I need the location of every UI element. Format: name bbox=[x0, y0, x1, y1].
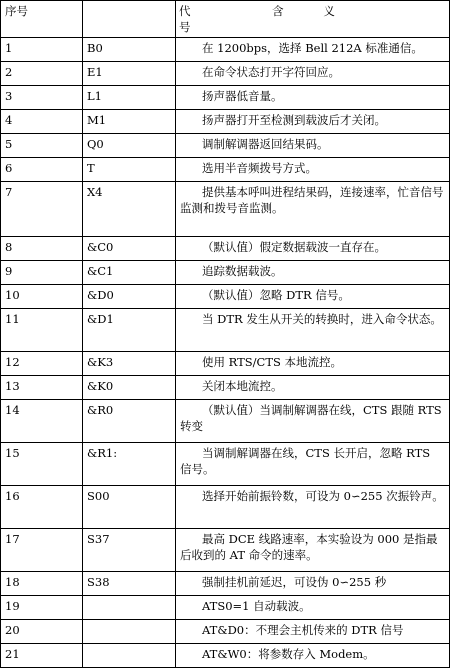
row-code: E1 bbox=[83, 62, 176, 86]
table-row bbox=[1, 158, 450, 182]
row-code: &D1 bbox=[83, 309, 176, 352]
row-code: &C0 bbox=[83, 237, 176, 261]
row-desc: AT&W0：将参数存入 Modem。 bbox=[176, 644, 450, 668]
row-no: 2 bbox=[1, 62, 83, 86]
row-desc: ATS0=1 自动载波。 bbox=[176, 596, 450, 620]
row-code: &K0 bbox=[83, 376, 176, 400]
row-no: 5 bbox=[1, 134, 83, 158]
row-no: 11 bbox=[1, 309, 83, 352]
table-row bbox=[1, 486, 450, 529]
row-desc: 扬声器低音量。 bbox=[176, 86, 450, 110]
table-row bbox=[1, 182, 450, 237]
table-row bbox=[1, 400, 450, 443]
table-row bbox=[1, 620, 450, 644]
header-code: 代号 bbox=[83, 1, 176, 38]
row-no: 20 bbox=[1, 620, 83, 644]
row-desc: 使用 RTS/CTS 本地流控。 bbox=[176, 352, 450, 376]
row-desc: 当调制解调器在线，CTS 长开启，忽略 RTS 信号。 bbox=[176, 443, 450, 486]
row-code: &K3 bbox=[83, 352, 176, 376]
row-code bbox=[83, 620, 176, 644]
table-row bbox=[1, 110, 450, 134]
header-meaning: 含 义 bbox=[176, 1, 450, 38]
row-code: S00 bbox=[83, 486, 176, 529]
row-desc: 关闭本地流控。 bbox=[176, 376, 450, 400]
row-desc: AT&D0：不理会主机传来的 DTR 信号 bbox=[176, 620, 450, 644]
row-desc: 追踪数据载波。 bbox=[176, 261, 450, 285]
row-no: 21 bbox=[1, 644, 83, 668]
row-code: &R1: bbox=[83, 443, 176, 486]
row-no: 6 bbox=[1, 158, 83, 182]
table-row bbox=[1, 285, 450, 309]
table-header-row bbox=[1, 1, 450, 38]
row-code bbox=[83, 644, 176, 668]
row-no: 9 bbox=[1, 261, 83, 285]
row-desc: （默认值）忽略 DTR 信号。 bbox=[176, 285, 450, 309]
table-row bbox=[1, 352, 450, 376]
row-code: S37 bbox=[83, 529, 176, 572]
header-no: 序号 bbox=[1, 1, 83, 38]
row-no: 16 bbox=[1, 486, 83, 529]
row-code: Q0 bbox=[83, 134, 176, 158]
table-row bbox=[1, 376, 450, 400]
row-code: T bbox=[83, 158, 176, 182]
row-desc: （默认值）假定数据载波一直存在。 bbox=[176, 237, 450, 261]
row-no: 7 bbox=[1, 182, 83, 237]
row-no: 15 bbox=[1, 443, 83, 486]
row-no: 14 bbox=[1, 400, 83, 443]
row-desc: 调制解调器返回结果码。 bbox=[176, 134, 450, 158]
table-row bbox=[1, 309, 450, 352]
row-no: 1 bbox=[1, 38, 83, 62]
row-code bbox=[83, 596, 176, 620]
row-desc: 扬声器打开至检测到载波后才关闭。 bbox=[176, 110, 450, 134]
row-no: 4 bbox=[1, 110, 83, 134]
row-code: S38 bbox=[83, 572, 176, 596]
row-code: &R0 bbox=[83, 400, 176, 443]
table-row bbox=[1, 644, 450, 668]
table-row bbox=[1, 134, 450, 158]
table-row bbox=[1, 86, 450, 110]
row-code: &C1 bbox=[83, 261, 176, 285]
table-row bbox=[1, 237, 450, 261]
row-no: 3 bbox=[1, 86, 83, 110]
row-desc: 在命令状态打开字符回应。 bbox=[176, 62, 450, 86]
row-code: B0 bbox=[83, 38, 176, 62]
table-row bbox=[1, 572, 450, 596]
row-desc: 在 1200bps，选择 Bell 212A 标准通信。 bbox=[176, 38, 450, 62]
row-desc: 当 DTR 发生从开关的转换时，进入命令状态。 bbox=[176, 309, 450, 352]
row-desc: 选择开始前振铃数，可设为 0∽255 次振铃声。 bbox=[176, 486, 450, 529]
row-no: 17 bbox=[1, 529, 83, 572]
row-code: M1 bbox=[83, 110, 176, 134]
row-no: 19 bbox=[1, 596, 83, 620]
row-code: &D0 bbox=[83, 285, 176, 309]
row-no: 8 bbox=[1, 237, 83, 261]
table-row bbox=[1, 443, 450, 486]
row-no: 18 bbox=[1, 572, 83, 596]
row-desc: 提供基本呼叫进程结果码，连接速率，忙音信号监测和拨号音监测。 bbox=[176, 182, 450, 237]
row-desc: 选用半音频拨号方式。 bbox=[176, 158, 450, 182]
row-no: 13 bbox=[1, 376, 83, 400]
table-row bbox=[1, 38, 450, 62]
row-code: L1 bbox=[83, 86, 176, 110]
table-row bbox=[1, 261, 450, 285]
row-desc: （默认值）当调制解调器在线，CTS 跟随 RTS 转变 bbox=[176, 400, 450, 443]
table-row bbox=[1, 596, 450, 620]
table-row bbox=[1, 529, 450, 572]
table-row bbox=[1, 62, 450, 86]
row-desc: 最高 DCE 线路速率，本实验设为 000 是指最后收到的 AT 命令的速率。 bbox=[176, 529, 450, 572]
row-no: 10 bbox=[1, 285, 83, 309]
row-no: 12 bbox=[1, 352, 83, 376]
row-code: X4 bbox=[83, 182, 176, 237]
row-desc: 强制挂机前延迟，可设伪 0∽255 秒 bbox=[176, 572, 450, 596]
